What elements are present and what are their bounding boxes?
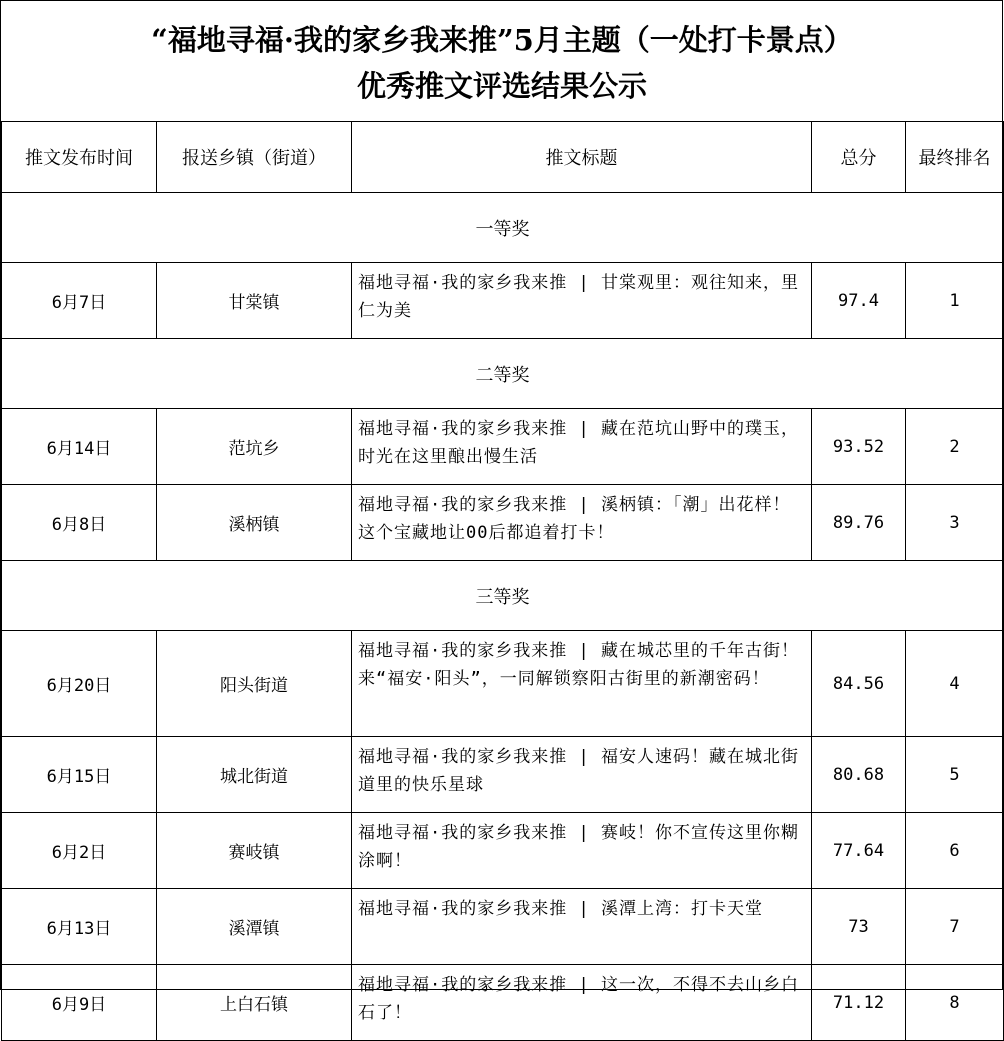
group-label: 三等奖 <box>2 561 1004 631</box>
table-row <box>2 485 1004 561</box>
cell-title: 福地寻福·我的家乡我来推 | 溪柄镇：「潮」出花样！这个宝藏地让00后都追着打卡！ <box>352 485 812 561</box>
table-header-row <box>2 122 1004 193</box>
cell-title: 福地寻福·我的家乡我来推 | 藏在城芯里的千年古街！来“福安·阳头”，一同解锁察阳古街里的新潮密码！ <box>352 631 812 737</box>
cell-town: 上白石镇 <box>157 965 352 1041</box>
header-date: 推文发布时间 <box>2 122 157 193</box>
header-town: 报送乡镇（街道） <box>157 122 352 193</box>
cell-score: 80.68 <box>812 737 906 813</box>
group-label: 二等奖 <box>2 339 1004 409</box>
table-row <box>2 631 1004 737</box>
cell-rank: 1 <box>906 263 1004 339</box>
cell-date: 6月14日 <box>2 409 157 485</box>
group-row-first-prize <box>2 193 1004 263</box>
cell-town: 赛岐镇 <box>157 813 352 889</box>
cell-score: 73 <box>812 889 906 965</box>
table-row <box>2 965 1004 1041</box>
header-title: 推文标题 <box>352 122 812 193</box>
cell-rank: 5 <box>906 737 1004 813</box>
cell-town: 城北街道 <box>157 737 352 813</box>
cell-title: 福地寻福·我的家乡我来推 | 藏在范坑山野中的璞玉，时光在这里酿出慢生活 <box>352 409 812 485</box>
cell-score: 84.56 <box>812 631 906 737</box>
cell-date: 6月9日 <box>2 965 157 1041</box>
page-subtitle: 优秀推文评选结果公示 <box>356 69 647 103</box>
table-row <box>2 409 1004 485</box>
cell-town: 甘棠镇 <box>157 263 352 339</box>
table-row <box>2 813 1004 889</box>
cell-rank: 8 <box>906 965 1004 1041</box>
cell-title: 福地寻福·我的家乡我来推 | 这一次，不得不去山乡白石了！ <box>352 965 812 1041</box>
group-label: 一等奖 <box>2 193 1004 263</box>
page-title: “福地寻福·我的家乡我来推”5月主题（一处打卡景点） <box>151 23 853 57</box>
cell-town: 溪潭镇 <box>157 889 352 965</box>
cell-date: 6月8日 <box>2 485 157 561</box>
cell-town: 溪柄镇 <box>157 485 352 561</box>
cell-rank: 2 <box>906 409 1004 485</box>
cell-score: 97.4 <box>812 263 906 339</box>
group-row-third-prize <box>2 561 1004 631</box>
cell-date: 6月13日 <box>2 889 157 965</box>
group-row-second-prize <box>2 339 1004 409</box>
cell-title: 福地寻福·我的家乡我来推 | 溪潭上湾：打卡天堂 <box>352 889 812 965</box>
header-rank: 最终排名 <box>906 122 1004 193</box>
cell-title: 福地寻福·我的家乡我来推 | 甘棠观里：观往知来，里仁为美 <box>352 263 812 339</box>
cell-rank: 6 <box>906 813 1004 889</box>
cell-date: 6月7日 <box>2 263 157 339</box>
cell-town: 阳头街道 <box>157 631 352 737</box>
cell-score: 93.52 <box>812 409 906 485</box>
cell-date: 6月15日 <box>2 737 157 813</box>
table-row <box>2 889 1004 965</box>
cell-rank: 3 <box>906 485 1004 561</box>
title-block <box>1 1 1003 121</box>
cell-title: 福地寻福·我的家乡我来推 | 赛岐！你不宣传这里你糊涂啊！ <box>352 813 812 889</box>
cell-score: 71.12 <box>812 965 906 1041</box>
cell-rank: 4 <box>906 631 1004 737</box>
cell-rank: 7 <box>906 889 1004 965</box>
cell-date: 6月20日 <box>2 631 157 737</box>
cell-score: 89.76 <box>812 485 906 561</box>
header-score: 总分 <box>812 122 906 193</box>
cell-town: 范坑乡 <box>157 409 352 485</box>
cell-score: 77.64 <box>812 813 906 889</box>
table-row <box>2 263 1004 339</box>
results-table <box>1 121 1004 1041</box>
cell-date: 6月2日 <box>2 813 157 889</box>
table-row <box>2 737 1004 813</box>
cell-title: 福地寻福·我的家乡我来推 | 福安人速码！藏在城北街道里的快乐星球 <box>352 737 812 813</box>
